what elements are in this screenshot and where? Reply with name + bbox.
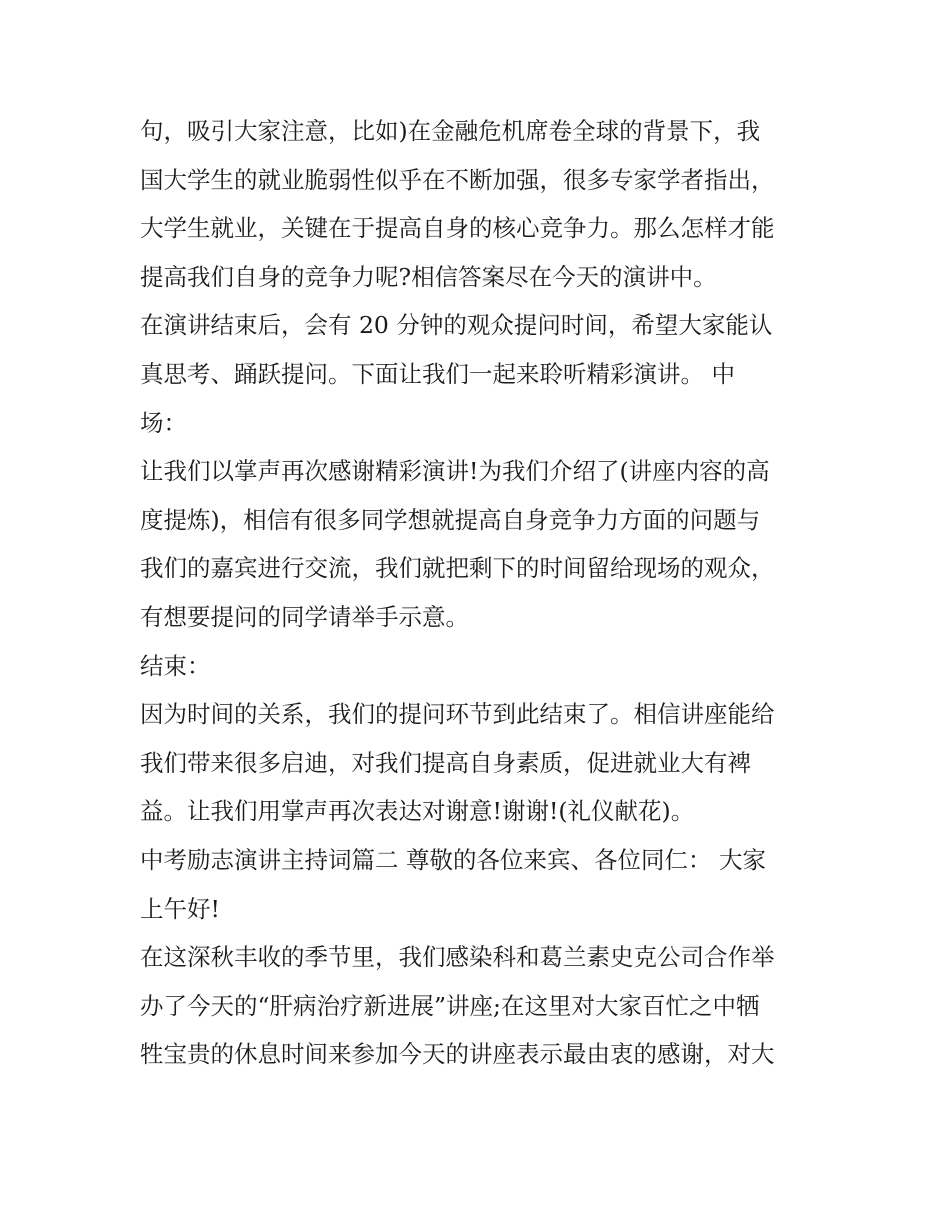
section-label-midfield: 场： xyxy=(140,408,187,437)
text-line: 度提炼)，相信有很多同学想就提高自身竞争力方面的问题与 xyxy=(140,505,761,534)
text-line: 提高我们自身的竞争力呢?相信答案尽在今天的演讲中。 xyxy=(140,262,717,291)
text-line: 真思考、踊跃提问。下面让我们一起来聆听精彩演讲。 中 xyxy=(140,359,735,388)
text-line: 我们带来很多启迪，对我们提高自身素质，促进就业大有裨 xyxy=(140,748,751,777)
section-heading-part-two: 中考励志演讲主持词篇二 尊敬的各位来宾、各位同仁： 大家 xyxy=(140,845,766,874)
text-line: 我们的嘉宾进行交流，我们就把剩下的时间留给现场的观众， xyxy=(140,554,775,583)
text-line: 益。让我们用掌声再次表达对谢意!谢谢!(礼仪献花)。 xyxy=(140,797,695,826)
text-line: 在演讲结束后，会有 20 分钟的观众提问时间，希望大家能认 xyxy=(140,311,773,340)
text-line: 牲宝贵的休息时间来参加今天的讲座表示最由衷的感谢，对大 xyxy=(140,1040,775,1069)
section-label-ending: 结束： xyxy=(140,651,211,680)
text-line: 大学生就业，关键在于提高自身的核心竞争力。那么怎样才能 xyxy=(140,214,775,243)
text-line: 办了今天的“肝病治疗新进展”讲座;在这里对大家百忙之中牺 xyxy=(140,991,760,1020)
text-line: 让我们以掌声再次感谢精彩演讲!为我们介绍了(讲座内容的高 xyxy=(140,457,770,486)
text-line: 在这深秋丰收的季节里，我们感染科和葛兰素史克公司合作举 xyxy=(140,943,775,972)
text-line: 国大学生的就业脆弱性似乎在不断加强，很多专家学者指出， xyxy=(140,165,775,194)
text-line: 因为时间的关系，我们的提问环节到此结束了。相信讲座能给 xyxy=(140,700,775,729)
text-line: 有想要提问的同学请举手示意。 xyxy=(140,602,469,631)
document-body xyxy=(140,107,820,1079)
text-line: 上午好! xyxy=(140,894,220,923)
text-line: 句，吸引大家注意，比如)在金融危机席卷全球的背景下，我 xyxy=(140,117,761,145)
